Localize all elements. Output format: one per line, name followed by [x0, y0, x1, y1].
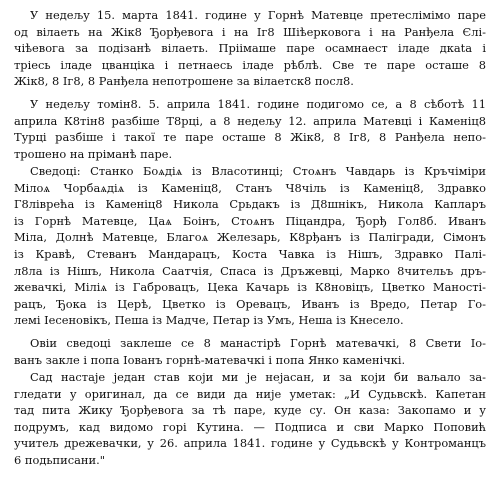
text-line: лемі Іесеновікъ, Пеша із Мадче, Петар із Умъ, Неша із Кнесело. [14, 313, 404, 328]
text-line: рацъ, Ђока із Церѣ, Цветко із Оревацъ, Иванъ із Вредо, Петар Го- [14, 296, 486, 311]
text-line: ванъ закле і попа Іованъ горнѣ-матевачкі і попа Янко каменічкі. [14, 352, 406, 367]
text-line: подрумъ, кад видомо горі Кутина. — Подписа и сви Марко Поповић [14, 419, 486, 434]
text-line: Овіи сведоці заклеше се 8 манастірѣ Горнѣ матевачкі, 8 Свети Іо- [30, 336, 486, 350]
text-line: Турці разбіше і такої те паре осташе 8 Жік8, 8 Іг8, 8 Ранђела непо- [14, 130, 486, 145]
paragraph-oath [14, 335, 486, 368]
text-line: л8ла із Нішъ, Никола Саатчія, Спаса із Дръжевці, Марко 8чительъ дръ- [14, 263, 486, 278]
text-line: Г8ліврећа із Каменіц8 Никола Срьдакъ із Д8шнікъ, Никола Капларъ [14, 197, 486, 212]
text-line: чіѣевога за подізанѣ вілаеть. Пріімаше паре осамнаест іладе дкаta і [14, 41, 486, 56]
text-line: априла К8тін8 разбіше Т8рці, а 8 недељу 12. априла Матевці і Каменіц8 [14, 113, 486, 128]
text-line: трошено на пріманѣ паре. [14, 146, 173, 161]
paragraph-uprising-record [14, 96, 486, 162]
text-line: із Горнѣ Матевце, Цаѧ Боінъ, Стоѧнъ Піцандра, Ђорђ Гол8б. Иванъ [14, 213, 486, 228]
text-line: учитељ дрежевачки, у 26. априла 1841. године у Судьвскѣ у Контроманцъ [14, 436, 486, 451]
text-line: жевачкі, Міліѧ із Габровацъ, Цека Качарь із К8новіцъ, Цветко Маності- [14, 280, 486, 295]
paragraph-editorial-note [14, 369, 486, 469]
text-line: тад пита Жику Ђорђевога за тѣ паре, куде су. Он каза: Закопамо и у [14, 403, 486, 418]
text-line: тріесь іладе цванціка і петнаесь іладе рѣблѣ. Све те паре осташе 8 [14, 57, 486, 72]
text-line: із Кравѣ, Стеванъ Мандарацъ, Коста Чавка із Нішъ, Здравко Палі- [14, 246, 486, 261]
paragraph-donation-record [14, 7, 486, 90]
text-line: 6 подьписани." [14, 452, 105, 467]
text-line: Сведоці: Станко Боѧдіѧ із Власотинці; Стоѧнъ Чавдарь із Кръчіміри [30, 164, 486, 178]
text-line: Жік8, 8 Іг8, 8 Ранђела непотрошене за вілаетск8 посл8. [14, 74, 354, 89]
text-line: од вілаеть на Жік8 Ђорђевога і на Іг8 Шіѣерковога і на Ранђела Єлі- [14, 24, 486, 39]
text-line: Міла, Долнѣ Матевце, Благоѧ Железарь, К8рђанъ із Палігради, Сімонъ [14, 230, 486, 245]
text-line: Мілоѧ Чорбаѧдіѧ із Каменіц8, Станъ Ч8чіль із Каменіц8, Здравко [14, 180, 486, 195]
paragraph-witness-list [14, 163, 486, 329]
text-line: Сад настаје један став који ми је нејасан, и за који би ваљало за- [30, 370, 486, 384]
text-line: У недељу томін8. 5. априла 1841. године подигомо се, а 8 сѣботѣ 11 [30, 97, 486, 111]
text-line: У недељу 15. марта 1841. године у Горнѣ Матевце претеслімімо паре [30, 8, 486, 22]
text-line: гледати у оригинал, да се види да није уметак: „И Судьвскѣ. Капетан [14, 386, 486, 401]
